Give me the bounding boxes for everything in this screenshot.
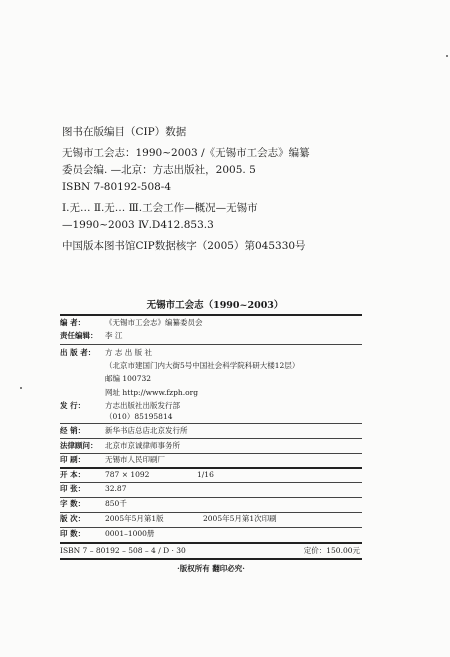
- cip-line: Ⅰ.无… Ⅱ.无… Ⅲ.工会工作—概况—无锡市: [62, 202, 258, 214]
- sheets-label: 印 张：: [60, 484, 86, 493]
- publisher-value: 方 志 出 版 社: [105, 348, 153, 357]
- divider: [60, 438, 362, 439]
- distribution-value: 方志出版社出版发行部: [105, 401, 180, 410]
- cip-line: 委员会编. —北京：方志出版社，2005. 5: [62, 164, 256, 176]
- words-label: 字 数：: [60, 499, 86, 508]
- editor-value: 《无锡市工会志》编纂委员会: [105, 318, 203, 327]
- publisher-postcode: 邮编 100732: [105, 374, 152, 383]
- cip-line: 中国版本图书馆CIP数据核字（2005）第045330号: [62, 240, 306, 252]
- divider-thick: [60, 542, 362, 544]
- publisher-address: （北京市建国门内大街5号中国社会科学院科研大楼12层）: [105, 361, 300, 370]
- resp-editor-label: 责任编辑：: [60, 331, 98, 340]
- divider: [60, 344, 362, 345]
- cip-line: 无锡市工会志：1990~2003 /《无锡市工会志》编纂: [62, 147, 310, 159]
- divider: [60, 453, 362, 454]
- resp-editor-value: 李 江: [105, 331, 123, 340]
- colophon-title: 无锡市工会志（1990~2003）: [146, 300, 284, 311]
- edition-label: 版 次：: [60, 514, 86, 523]
- divider: [60, 423, 362, 424]
- colophon-bottom-rule: [60, 558, 362, 560]
- editor-label: 编 者：: [60, 318, 86, 327]
- divider-thick: [60, 467, 362, 469]
- colophon-top-rule: [60, 314, 362, 316]
- dealer-label: 经 销：: [60, 426, 86, 435]
- scan-speck: [20, 387, 22, 389]
- format-value: 787 × 1092: [105, 470, 150, 479]
- legal-value: 北京市京诚律师事务所: [105, 441, 180, 450]
- price-value: 定价：150.00元: [303, 546, 360, 555]
- edition-value: 2005年5月第1版: [105, 514, 164, 523]
- printing-value: 2005年5月第1次印刷: [203, 514, 277, 523]
- format-label: 开 本：: [60, 470, 86, 479]
- cip-heading: 图书在版编目（CIP）数据: [62, 126, 187, 138]
- distribution-phone: （010）85195814: [105, 412, 173, 421]
- printer-value: 无锡市人民印刷厂: [105, 455, 165, 464]
- divider: [60, 482, 362, 483]
- divider: [60, 512, 362, 513]
- distribution-label: 发 行：: [60, 401, 86, 410]
- isbn-value: ISBN 7 – 80192 – 508 – 4 / D · 30: [60, 546, 186, 555]
- copies-value: 0001–1000册: [105, 529, 155, 538]
- scan-speck: [446, 55, 448, 57]
- legal-label: 法律顾问：: [60, 441, 98, 450]
- copies-label: 印 数：: [60, 529, 86, 538]
- printer-label: 印 刷：: [60, 455, 86, 464]
- cip-line: —1990~2003 Ⅳ.D412.853.3: [62, 219, 214, 231]
- divider: [60, 527, 362, 528]
- dealer-value: 新华书店总店北京发行所: [105, 426, 188, 435]
- rights-notice: ·版权所有 翻印必究·: [177, 564, 245, 573]
- cip-block: [62, 124, 382, 255]
- format-fold: 1/16: [197, 470, 214, 479]
- words-value: 850千: [105, 499, 127, 508]
- publisher-website: 网址 http://www.fzph.org: [105, 388, 199, 397]
- publisher-label: 出 版 者：: [60, 348, 96, 357]
- divider: [60, 497, 362, 498]
- cip-line: ISBN 7-80192-508-4: [62, 181, 172, 193]
- sheets-value: 32.87: [105, 484, 127, 493]
